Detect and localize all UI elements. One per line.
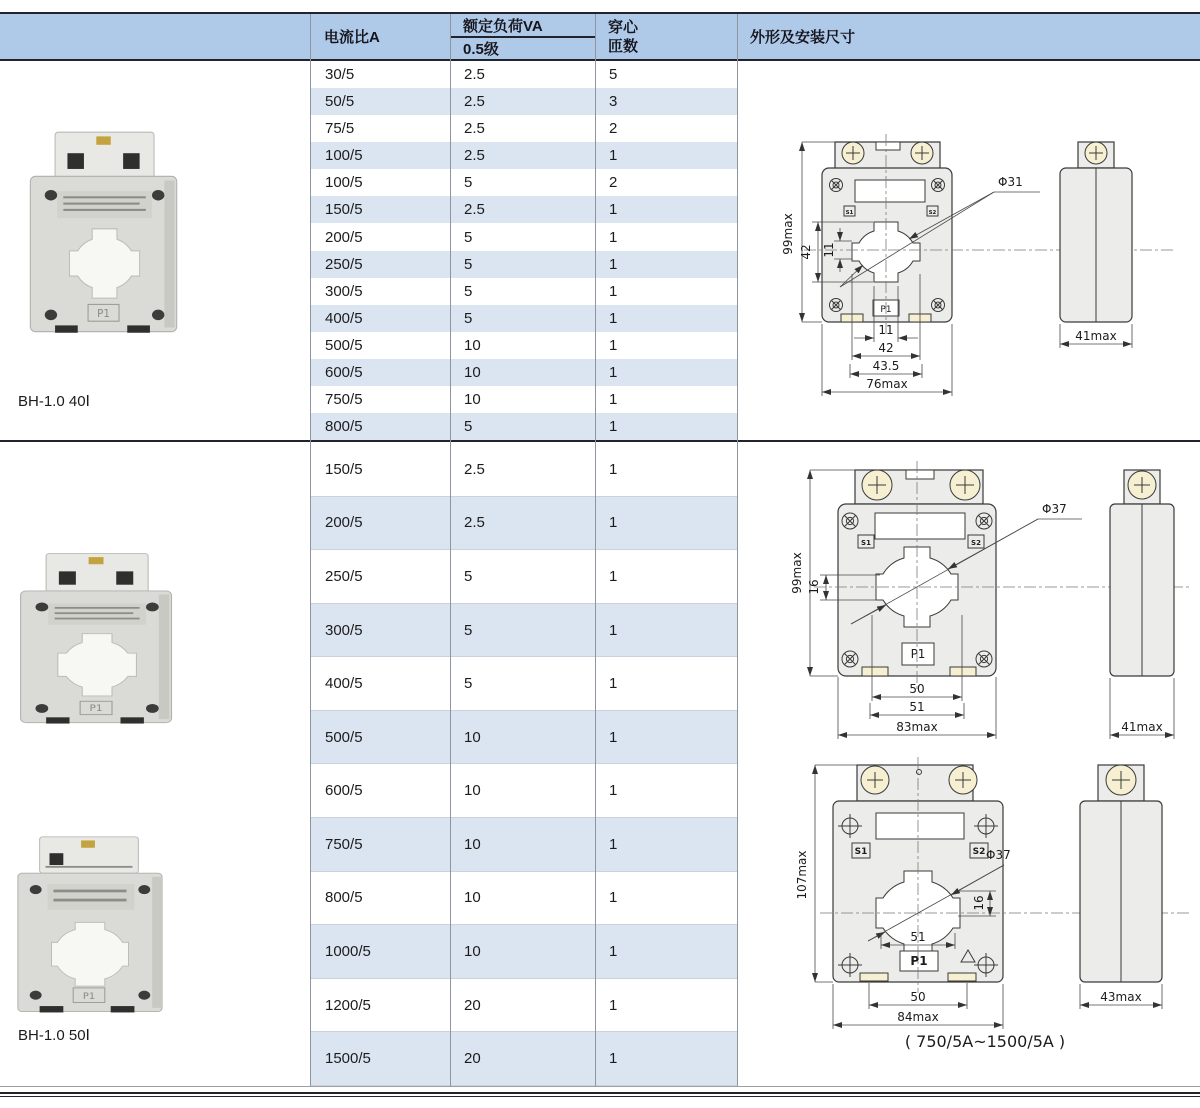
dim-dia31: Φ31 (998, 175, 1023, 189)
spec-rows-section2 (311, 443, 737, 1086)
table-row (311, 979, 737, 1033)
cell-rated-load: 2.5 (464, 93, 485, 111)
table-row (311, 223, 737, 250)
cell-rated-load: 10 (464, 782, 481, 800)
cell-turns: 1 (609, 728, 618, 746)
photo-p1-label: P1 (89, 703, 103, 714)
product-photo-bh50-a (10, 550, 180, 728)
cell-current-ratio: 200/5 (325, 514, 363, 532)
dim-41max: 41max (1121, 720, 1163, 734)
table-row (311, 196, 737, 223)
cell-rated-load: 10 (464, 728, 481, 746)
column-line-2 (450, 14, 451, 1086)
s1-label: S1 (861, 539, 871, 547)
cell-rated-load: 5 (464, 282, 473, 300)
dim-51: 51 (909, 700, 925, 714)
cell-turns: 1 (609, 514, 618, 532)
cell-turns: 1 (609, 228, 618, 246)
cell-rated-load: 5 (464, 228, 473, 246)
header-rated-load-title: 额定负荷VA (463, 17, 543, 35)
cell-turns: 1 (609, 675, 618, 693)
dim-99max: 99max (781, 213, 795, 255)
table-row (311, 169, 737, 196)
cell-rated-load: 10 (464, 889, 481, 907)
cell-turns: 1 (609, 390, 618, 408)
cell-turns: 3 (609, 93, 618, 111)
s2-label: S2 (972, 847, 986, 857)
dim-50: 50 (909, 682, 925, 696)
dim-50: 50 (910, 990, 926, 1004)
dim-43max: 43max (1100, 990, 1142, 1004)
dimension-drawing-bh50b (790, 753, 1200, 1080)
cell-rated-load: 5 (464, 174, 473, 192)
cell-current-ratio: 250/5 (325, 255, 363, 273)
cell-current-ratio: 300/5 (325, 282, 363, 300)
cell-current-ratio: 600/5 (325, 363, 363, 381)
cell-rated-load: 5 (464, 675, 473, 693)
column-line-4 (737, 14, 738, 1086)
table-row (311, 88, 737, 115)
cell-rated-load: 5 (464, 418, 473, 436)
header-turns: 穿心 匝数 (608, 18, 639, 55)
cell-current-ratio: 150/5 (325, 460, 363, 478)
table-row (311, 711, 737, 765)
table-row (311, 818, 737, 872)
cell-current-ratio: 750/5 (325, 835, 363, 853)
table-row (311, 115, 737, 142)
table-row (311, 305, 737, 332)
cell-current-ratio: 1200/5 (325, 996, 371, 1014)
cell-turns: 1 (609, 942, 618, 960)
cell-turns: 1 (609, 996, 618, 1014)
model-label-bh50: BH-1.0 50Ⅰ (18, 1027, 90, 1044)
product-photo-bh50a-svg (10, 550, 180, 728)
cell-current-ratio: 1000/5 (325, 942, 371, 960)
dim-42h: 42 (878, 341, 894, 355)
cell-current-ratio: 500/5 (325, 728, 363, 746)
cell-turns: 2 (609, 174, 618, 192)
dim-11v: 11 (822, 242, 836, 258)
table-row (311, 764, 737, 818)
cell-turns: 1 (609, 255, 618, 273)
product-photo-bh40-svg (20, 128, 185, 338)
cell-turns: 5 (609, 66, 618, 84)
product-photo-bh50b-svg (10, 835, 168, 1017)
table-row (311, 61, 737, 88)
photo-p1-label: P1 (82, 991, 96, 1002)
cell-turns: 1 (609, 621, 618, 639)
cell-rated-load: 5 (464, 567, 473, 585)
header-rated-load-class: 0.5级 (463, 40, 499, 58)
p1-label: P1 (880, 305, 892, 315)
cell-rated-load: 2.5 (464, 460, 485, 478)
dim-dia37: Φ37 (1042, 502, 1067, 516)
cell-current-ratio: 30/5 (325, 66, 355, 84)
cell-turns: 1 (609, 309, 618, 327)
table-row (311, 497, 737, 551)
cell-turns: 1 (609, 889, 618, 907)
dim-dia37: Φ37 (986, 848, 1011, 862)
cell-rated-load: 10 (464, 390, 481, 408)
table-row (311, 443, 737, 497)
s2-label: S2 (928, 210, 937, 216)
cell-current-ratio: 100/5 (325, 174, 363, 192)
dim-107max: 107max (795, 850, 809, 900)
header-load-divider (450, 36, 595, 38)
bottom-rule-1 (0, 1092, 1200, 1094)
cell-current-ratio: 600/5 (325, 782, 363, 800)
section-divider (0, 440, 1200, 442)
cell-current-ratio: 50/5 (325, 93, 355, 111)
dim-84max: 84max (897, 1010, 939, 1024)
cell-rated-load: 10 (464, 942, 481, 960)
cell-current-ratio: 400/5 (325, 675, 363, 693)
p1-label: P1 (910, 647, 926, 661)
header-current-ratio: 电流比A (324, 29, 380, 46)
column-line-3 (595, 14, 596, 1086)
cell-rated-load: 2.5 (464, 514, 485, 532)
column-line-1 (310, 14, 311, 1086)
table-row (311, 604, 737, 658)
cell-turns: 1 (609, 147, 618, 165)
table-row (311, 657, 737, 711)
dim-99max: 99max (790, 552, 804, 594)
p1-label: P1 (910, 954, 928, 968)
cell-current-ratio: 75/5 (325, 120, 355, 138)
table-row (311, 332, 737, 359)
dim-43-5: 43.5 (872, 359, 900, 373)
dim-76max: 76max (866, 377, 908, 391)
cell-current-ratio: 200/5 (325, 228, 363, 246)
cell-rated-load: 10 (464, 363, 481, 381)
s1-label: S1 (854, 847, 868, 857)
cell-rated-load: 2.5 (464, 66, 485, 84)
cell-rated-load: 5 (464, 309, 473, 327)
cell-turns: 1 (609, 835, 618, 853)
cell-rated-load: 10 (464, 835, 481, 853)
s1-label: S1 (845, 210, 854, 216)
dimension-drawing-bh40 (740, 128, 1200, 405)
cell-current-ratio: 800/5 (325, 418, 363, 436)
cell-current-ratio: 100/5 (325, 147, 363, 165)
table-row (311, 413, 737, 440)
cell-rated-load: 20 (464, 1050, 481, 1068)
cell-turns: 1 (609, 336, 618, 354)
cell-rated-load: 10 (464, 336, 481, 354)
photo-p1-label: P1 (97, 307, 110, 321)
dimension-drawing-bh40-svg (740, 128, 1200, 400)
cell-turns: 2 (609, 120, 618, 138)
cell-rated-load: 2.5 (464, 147, 485, 165)
cell-turns: 1 (609, 782, 618, 800)
cell-current-ratio: 400/5 (325, 309, 363, 327)
table-row (311, 359, 737, 386)
dim-16: 16 (972, 895, 986, 911)
cell-turns: 1 (609, 460, 618, 478)
dim-16: 16 (807, 579, 821, 595)
cell-turns: 1 (609, 363, 618, 381)
product-photo-bh40 (20, 128, 185, 338)
table-row (311, 1032, 737, 1086)
cell-rated-load: 2.5 (464, 120, 485, 138)
cell-turns: 1 (609, 201, 618, 219)
cell-turns: 1 (609, 418, 618, 436)
cell-turns: 1 (609, 1050, 618, 1068)
spec-rows-section1 (311, 61, 737, 440)
product-photo-bh50-b (10, 835, 168, 1017)
table-row (311, 386, 737, 413)
header-dimensions: 外形及安装尺寸 (750, 29, 856, 46)
cell-turns: 1 (609, 567, 618, 585)
cell-rated-load: 5 (464, 621, 473, 639)
dimension-drawing-bh50a-svg (780, 455, 1200, 767)
drawing-caption: ( 750/5A~1500/5A ) (904, 1032, 1066, 1051)
dim-51: 51 (910, 930, 926, 944)
dimension-drawing-bh50a (780, 455, 1200, 772)
cell-turns: 1 (609, 282, 618, 300)
table-bottom-rule (0, 1086, 1200, 1087)
model-label-bh40: BH-1.0 40Ⅰ (18, 393, 90, 410)
dim-83max: 83max (896, 720, 938, 734)
cell-rated-load: 5 (464, 255, 473, 273)
dim-41max: 41max (1075, 329, 1117, 343)
dimension-drawing-bh50b-svg (790, 753, 1200, 1075)
table-row (311, 872, 737, 926)
table-row (311, 251, 737, 278)
s2-label: S2 (971, 539, 981, 547)
cell-current-ratio: 1500/5 (325, 1050, 371, 1068)
cell-rated-load: 20 (464, 996, 481, 1014)
table-row (311, 925, 737, 979)
table-row (311, 278, 737, 305)
cell-current-ratio: 750/5 (325, 390, 363, 408)
dim-42v: 42 (799, 244, 813, 260)
cell-rated-load: 2.5 (464, 201, 485, 219)
table-row (311, 550, 737, 604)
cell-current-ratio: 500/5 (325, 336, 363, 354)
table-row (311, 142, 737, 169)
cell-current-ratio: 150/5 (325, 201, 363, 219)
bottom-rule-2 (0, 1096, 1200, 1097)
cell-current-ratio: 300/5 (325, 621, 363, 639)
cell-current-ratio: 250/5 (325, 567, 363, 585)
dim-11h: 11 (878, 323, 894, 337)
cell-current-ratio: 800/5 (325, 889, 363, 907)
